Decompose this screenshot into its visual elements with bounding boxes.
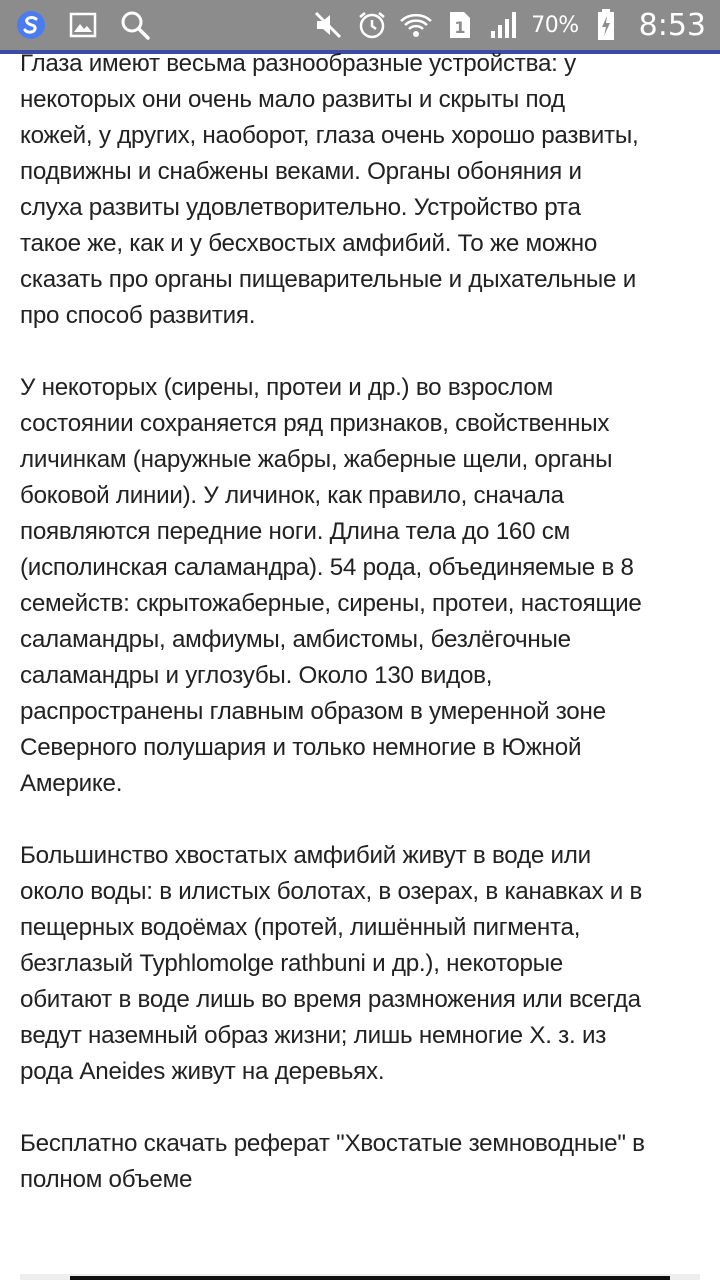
text-line: саламандры и углозубы. Около 130 видов, bbox=[20, 662, 493, 689]
text-line: семейств: скрытожаберные, сирены, протеи, настоящие bbox=[20, 590, 642, 617]
text-line: саламандры, амфиумы, амбистомы, безлёгочные bbox=[20, 626, 571, 653]
text-line: полном объеме bbox=[20, 1166, 193, 1193]
battery-percent: 70% bbox=[531, 12, 579, 38]
article-body bbox=[20, 46, 718, 1234]
battery-charging-icon bbox=[589, 8, 623, 42]
text-line: личинкам (наружные жабры, жаберные щели, органы bbox=[20, 446, 613, 473]
text-line: Бесплатно скачать реферат "Хвостатые земноводные" в bbox=[20, 1130, 645, 1157]
text-line: подвижны и снабжены веками. Органы обоняния и bbox=[20, 158, 582, 185]
svg-text:1: 1 bbox=[454, 18, 466, 37]
text-line: пещерных водоёмах (протей, лишённый пигмента, bbox=[20, 914, 581, 941]
status-bar bbox=[0, 0, 720, 50]
text-line: распространены главным образом в умеренной зоне bbox=[20, 698, 606, 725]
text-line: кожей, у других, наоборот, глаза очень хорошо развиты, bbox=[20, 122, 639, 149]
paragraph-eyes bbox=[20, 46, 718, 334]
text-line: У некоторых (сирены, протеи и др.) во взрослом bbox=[20, 374, 553, 401]
mute-icon bbox=[311, 8, 345, 42]
text-line: (исполинская саламандра). 54 рода, объединяемые в 8 bbox=[20, 554, 634, 581]
text-line: сказать про органы пищеварительные и дыхательные и bbox=[20, 266, 636, 293]
text-line: некоторых они очень мало развиты и скрыты под bbox=[20, 86, 565, 113]
signal-icon bbox=[487, 8, 521, 42]
status-bar-right bbox=[311, 0, 706, 50]
s-app-icon bbox=[14, 8, 48, 42]
text-line: ведут наземный образ жизни; лишь немногие Х. з. из bbox=[20, 1022, 607, 1049]
text-line: Большинство хвостатых амфибий живут в воде или bbox=[20, 842, 591, 869]
paragraph-larval-features bbox=[20, 370, 718, 802]
text-line: безглазый Typhlomolge rathbuni и др.), некоторые bbox=[20, 950, 564, 977]
text-line: слуха развиты удовлетворительно. Устройство рта bbox=[20, 194, 581, 221]
paragraph-download bbox=[20, 1126, 718, 1198]
bottom-panel-border bbox=[70, 1276, 670, 1280]
text-line: такое же, как и у бесхвостых амфибий. То же можно bbox=[20, 230, 598, 257]
search-icon bbox=[118, 8, 152, 42]
text-line: боковой линии). У личинок, как правило, сначала bbox=[20, 482, 564, 509]
status-bar-left bbox=[14, 0, 152, 50]
image-icon bbox=[66, 8, 100, 42]
text-line: около воды: в илистых болотах, в озерах, в канавках и в bbox=[20, 878, 643, 905]
paragraph-habitat bbox=[20, 838, 718, 1090]
text-line: про способ развития. bbox=[20, 302, 256, 329]
text-line: Америке. bbox=[20, 770, 123, 797]
wifi-icon bbox=[399, 8, 433, 42]
sim-1-icon bbox=[443, 8, 477, 42]
text-line: состоянии сохраняется ряд признаков, свойственных bbox=[20, 410, 610, 437]
alarm-icon bbox=[355, 8, 389, 42]
text-line: Северного полушария и только немногие в Южной bbox=[20, 734, 582, 761]
text-line: обитают в воде лишь во время размножения или всегда bbox=[20, 986, 641, 1013]
text-line: Глаза имеют весьма разнообразные устройства: у bbox=[20, 50, 576, 77]
text-line: появляются передние ноги. Длина тела до 160 см bbox=[20, 518, 570, 545]
text-line: рода Aneides живут на деревьях. bbox=[20, 1058, 385, 1085]
clock: 8:53 bbox=[638, 7, 706, 43]
